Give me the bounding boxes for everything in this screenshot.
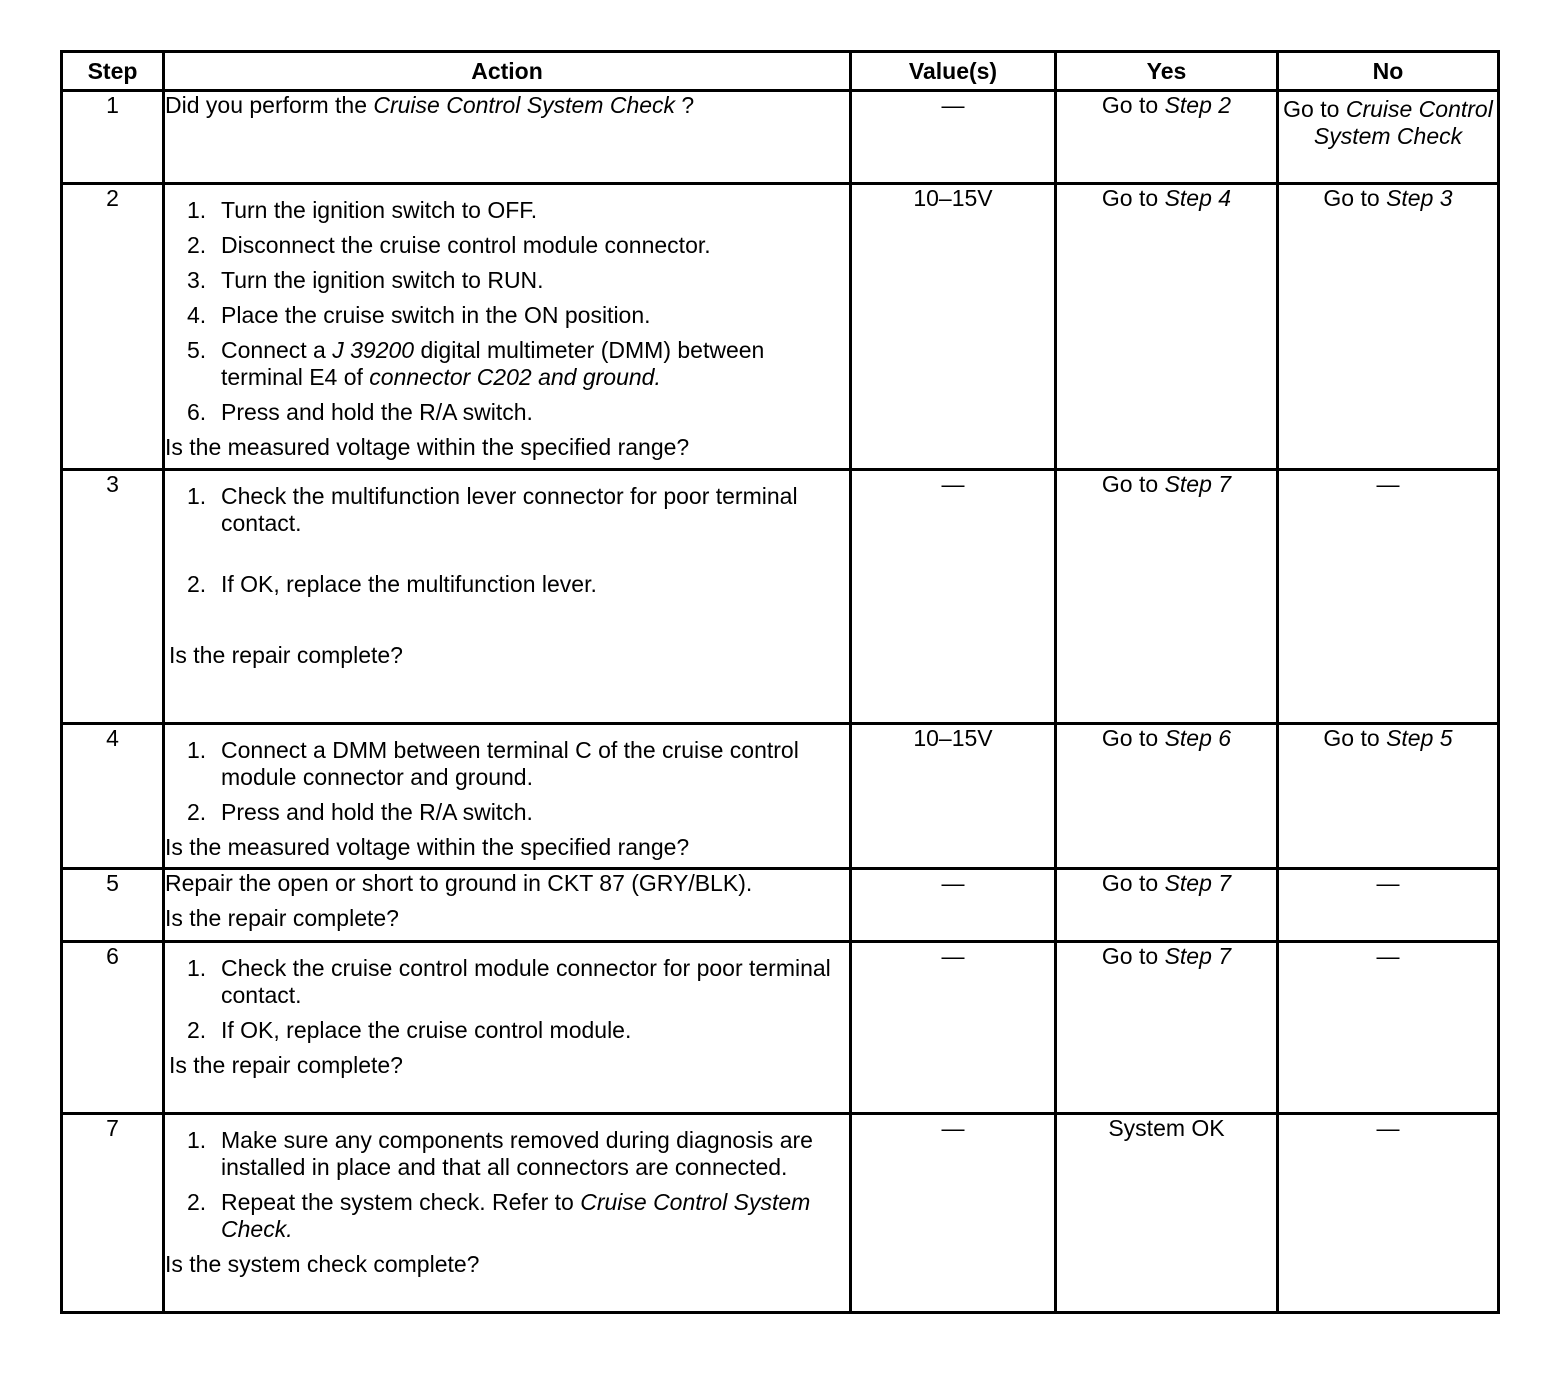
action-cell: [164, 1114, 851, 1313]
action-list: [165, 955, 849, 1044]
header-yes: Yes: [1056, 52, 1278, 91]
list-item: 2. Repeat the system check. Refer to Cruise Control System Check.: [187, 1189, 811, 1242]
step-number: 1: [62, 91, 164, 184]
table-row-step-1: [62, 91, 1499, 184]
yes-step-link: Step 2: [1164, 92, 1232, 118]
value-cell: 10–15V: [851, 724, 1056, 869]
tool-name: J 39200: [332, 337, 415, 363]
action-cell: [164, 724, 851, 869]
value-cell: —: [851, 942, 1056, 1114]
question-text: Is the measured voltage within the specified range?: [165, 834, 690, 860]
table-row-step-7: [62, 1114, 1499, 1313]
yes-step-link: Step 7: [1164, 943, 1232, 969]
step-number: 3: [62, 470, 164, 724]
reference-link: Cruise Control System Check.: [221, 1189, 811, 1242]
value-cell: 10–15V: [851, 184, 1056, 470]
action-list: [165, 197, 849, 426]
step-number: 5: [62, 869, 164, 942]
list-item: 4. Place the cruise switch in the ON position.: [187, 302, 651, 328]
list-item: 2. If OK, replace the multifunction lever.: [187, 571, 597, 597]
action-cell: [164, 91, 851, 184]
table-row-step-6: [62, 942, 1499, 1114]
step-number: 7: [62, 1114, 164, 1313]
step-number: 6: [62, 942, 164, 1114]
question-prefix: Did you perform the: [165, 92, 374, 118]
header-no: No: [1278, 52, 1499, 91]
list-item: 5. Connect a J 39200 digital multimeter (DMM) between terminal E4 of connector C202 and ground.: [187, 337, 765, 390]
question-text: Is the system check complete?: [165, 1251, 480, 1277]
value-cell: —: [851, 470, 1056, 724]
header-action: Action: [164, 52, 851, 91]
yes-prefix: Go to: [1101, 92, 1165, 118]
yes-cell: [1056, 91, 1278, 184]
yes-step-link: Step 7: [1164, 471, 1232, 497]
action-list: [165, 483, 849, 598]
yes-step-link: Step 6: [1164, 725, 1232, 751]
no-cell: Go to Step 3: [1278, 184, 1499, 470]
yes-cell: System OK: [1056, 1114, 1278, 1313]
no-cell: —: [1278, 1114, 1499, 1313]
header-row: [62, 52, 1499, 91]
no-cell: —: [1278, 470, 1499, 724]
list-item: 3. Turn the ignition switch to RUN.: [187, 267, 544, 293]
table-row-step-5: [62, 869, 1499, 942]
list-item: 2. Press and hold the R/A switch.: [187, 799, 533, 825]
question-text: Is the repair complete?: [169, 642, 403, 668]
yes-cell: Go to Step 7: [1056, 470, 1278, 724]
value-cell: —: [851, 91, 1056, 184]
table-row-step-2: [62, 184, 1499, 470]
no-cell: —: [1278, 942, 1499, 1114]
step-number: 2: [62, 184, 164, 470]
action-text: Repair the open or short to ground in CKT 87 (GRY/BLK).: [165, 870, 753, 896]
table-row-step-4: [62, 724, 1499, 869]
yes-cell: Go to Step 7: [1056, 942, 1278, 1114]
action-cell: [164, 869, 851, 942]
yes-step-link: Step 4: [1164, 185, 1232, 211]
no-cell: —: [1278, 869, 1499, 942]
list-item: 1. Check the multifunction lever connector for poor terminal contact.: [187, 483, 798, 536]
no-step-link: Step 5: [1386, 725, 1453, 751]
no-cell: [1278, 91, 1499, 184]
value-cell: —: [851, 869, 1056, 942]
no-step-link: Step 3: [1386, 185, 1453, 211]
step-number: 4: [62, 724, 164, 869]
action-cell: [164, 942, 851, 1114]
no-reference-link: Cruise Control System Check: [1313, 96, 1493, 149]
yes-step-link: Step 7: [1164, 870, 1232, 896]
list-item: 6. Press and hold the R/A switch.: [187, 399, 533, 425]
reference-link: Cruise Control System Check: [373, 92, 676, 118]
value-cell: —: [851, 1114, 1056, 1313]
list-item: 1. Check the cruise control module connector for poor terminal contact.: [187, 955, 831, 1008]
no-cell: Go to Step 5: [1278, 724, 1499, 869]
list-item: 1. Make sure any components removed during diagnosis are installed in place and that all connectors are connected.: [187, 1127, 813, 1180]
question-suffix: ?: [675, 92, 695, 118]
diagnostic-table: [60, 50, 1500, 1314]
connector-name: connector C202 and ground.: [369, 364, 661, 390]
list-item: 1. Connect a DMM between terminal C of the cruise control module connector and ground.: [187, 737, 799, 790]
yes-cell: Go to Step 7: [1056, 869, 1278, 942]
no-prefix: Go to: [1283, 96, 1346, 122]
action-list: [165, 1127, 849, 1243]
yes-cell: Go to Step 4: [1056, 184, 1278, 470]
question-text: Is the measured voltage within the specified range?: [165, 434, 690, 460]
yes-cell: Go to Step 6: [1056, 724, 1278, 869]
list-item: 1. Turn the ignition switch to OFF.: [187, 197, 538, 223]
list-item: 2. If OK, replace the cruise control module.: [187, 1017, 632, 1043]
header-values: Value(s): [851, 52, 1056, 91]
header-step: Step: [62, 52, 164, 91]
action-cell: [164, 184, 851, 470]
question-text: Is the repair complete?: [169, 1052, 403, 1078]
action-cell: [164, 470, 851, 724]
table-row-step-3: [62, 470, 1499, 724]
action-list: [165, 737, 849, 826]
question-text: Is the repair complete?: [165, 905, 399, 931]
list-item: 2. Disconnect the cruise control module connector.: [187, 232, 711, 258]
